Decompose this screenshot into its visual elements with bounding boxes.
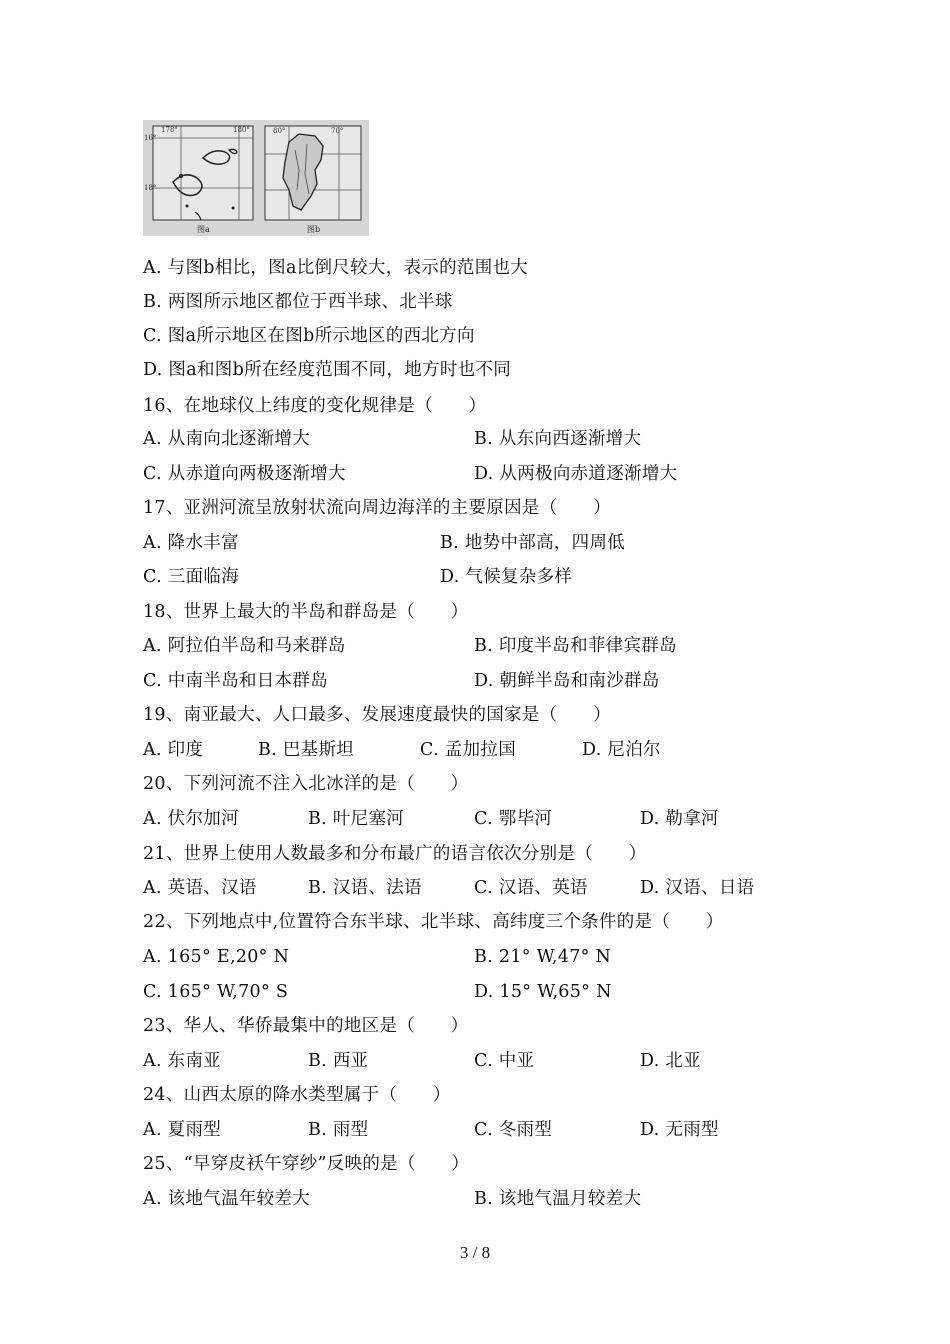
lat-a2-label: 18° [144, 184, 157, 192]
q19-stem: 19、南亚最大、人口最多、发展速度最快的国家是（ ） [143, 705, 611, 725]
q15-option-a: A. 与图b相比，图a比倒尺较大，表示的范围也大 [143, 258, 529, 278]
q21-option-b: B. 汉语、法语 [308, 878, 422, 898]
lon-a2-label: 180° [233, 126, 250, 134]
q18-option-b: B. 印度半岛和菲律宾群岛 [474, 636, 677, 656]
q17-option-c: C. 三面临海 [143, 567, 239, 587]
q24-option-c: C. 冬雨型 [474, 1120, 553, 1140]
q16-option-d: D. 从两极向赤道逐渐增大 [474, 464, 678, 484]
q16-option-b: B. 从东向西逐渐增大 [474, 429, 642, 449]
q23-option-d: D. 北亚 [640, 1051, 702, 1071]
q15-option-d: D. 图a和图b所在经度范围不同，地方时也不同 [143, 360, 512, 380]
q18-option-d: D. 朝鲜半岛和南沙群岛 [474, 671, 660, 691]
map-figure [143, 120, 369, 236]
q24-stem: 24、山西太原的降水类型属于（ ） [143, 1085, 451, 1105]
q21-option-a: A. 英语、汉语 [143, 878, 257, 898]
lon-b2-label: 70° [331, 127, 344, 135]
q19-option-b: B. 巴基斯坦 [258, 740, 355, 760]
q18-option-a: A. 阿拉伯半岛和马来群岛 [143, 636, 346, 656]
q20-option-c: C. 鄂毕河 [474, 809, 553, 829]
map-a-label: 图a [197, 225, 210, 234]
q17-stem: 17、亚洲河流呈放射状流向周边海洋的主要原因是（ ） [143, 498, 611, 518]
q16-option-a: A. 从南向北逐渐增大 [143, 429, 311, 449]
q20-option-b: B. 叶尼塞河 [308, 809, 405, 829]
lat-a1-label: 16° [144, 134, 157, 142]
lon-a1-label: 178° [161, 126, 178, 134]
q22-option-a: A. 165° E,20° N [143, 947, 290, 967]
q23-option-b: B. 西亚 [308, 1051, 369, 1071]
q16-stem: 16、在地球仪上纬度的变化规律是（ ） [143, 396, 487, 416]
q23-option-a: A. 东南亚 [143, 1051, 222, 1071]
q18-option-c: C. 中南半岛和日本群岛 [143, 671, 328, 691]
q22-option-d: D. 15° W,65° N [474, 982, 612, 1002]
q23-stem: 23、华人、华侨最集中的地区是（ ） [143, 1016, 469, 1036]
q22-option-b: B. 21° W,47° N [474, 947, 612, 967]
q22-option-c: C. 165° W,70° S [143, 982, 289, 1002]
q25-option-a: A. 该地气温年较差大 [143, 1189, 311, 1209]
q17-option-b: B. 地势中部高，四周低 [440, 533, 626, 553]
q22-stem: 22、下列地点中,位置符合东半球、北半球、高纬度三个条件的是（ ） [143, 912, 724, 932]
q19-option-d: D. 尼泊尔 [582, 740, 661, 760]
q25-option-b: B. 该地气温月较差大 [474, 1189, 642, 1209]
lon-b1-label: 80° [273, 127, 286, 135]
q19-option-a: A. 印度 [143, 740, 204, 760]
q17-option-d: D. 气候复杂多样 [440, 567, 573, 587]
q16-option-c: C. 从赤道向两极逐渐增大 [143, 464, 346, 484]
q24-option-d: D. 无雨型 [640, 1120, 719, 1140]
map-b-label: 图b [307, 225, 321, 234]
q20-stem: 20、下列河流不注入北冰洋的是（ ） [143, 774, 469, 794]
q21-option-c: C. 汉语、英语 [474, 878, 588, 898]
q15-option-b: B. 两图所示地区都位于西半球、北半球 [143, 292, 453, 312]
q24-option-a: A. 夏雨型 [143, 1120, 222, 1140]
q17-option-a: A. 降水丰富 [143, 533, 239, 553]
q19-option-c: C. 孟加拉国 [420, 740, 516, 760]
page-number: 3 / 8 [459, 1243, 491, 1262]
q18-stem: 18、世界上最大的半岛和群岛是（ ） [143, 602, 469, 622]
q25-stem: 25、“早穿皮袄午穿纱”反映的是（ ） [143, 1154, 470, 1174]
q20-option-a: A. 伏尔加河 [143, 809, 239, 829]
q24-option-b: B. 雨型 [308, 1120, 369, 1140]
q21-option-d: D. 汉语、日语 [640, 878, 755, 898]
q23-option-c: C. 中亚 [474, 1051, 535, 1071]
q15-option-c: C. 图a所示地区在图b所示地区的西北方向 [143, 326, 475, 346]
q20-option-d: D. 勒拿河 [640, 809, 719, 829]
q21-stem: 21、世界上使用人数最多和分布最广的语言依次分别是（ ） [143, 844, 647, 864]
